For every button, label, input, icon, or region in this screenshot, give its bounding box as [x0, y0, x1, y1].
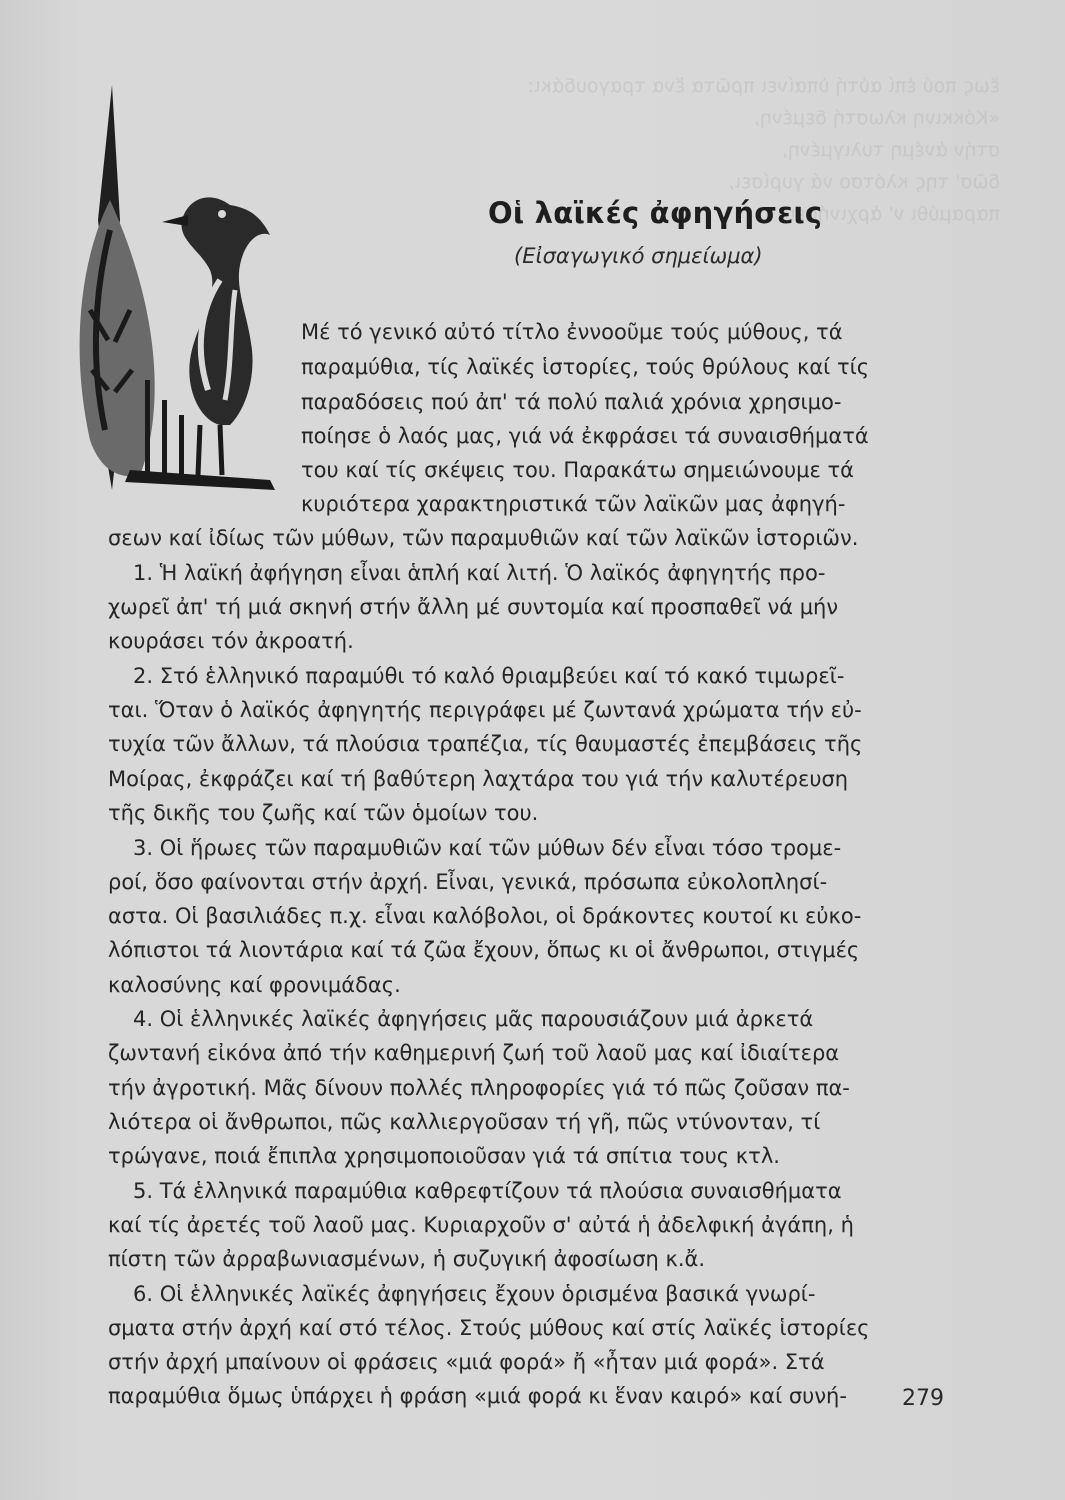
body-line: 1. Ἡ λαϊκή ἀφήγηση εἶναι ἁπλή καί λιτή. Ὁ λαϊκός ἀφηγητής προ- — [133, 561, 826, 585]
body-line: στήν ἀρχή μπαίνουν οἱ φράσεις «μιά φορά» ἤ «ἦταν μιά φορά». Στά — [108, 1350, 825, 1374]
body-line: 5. Τά ἑλληνικά παραμύθια καθρεφτίζουν τά πλούσια συναισθήματα — [133, 1179, 842, 1203]
body-line: παραμύθια, τίς λαϊκές ἱστορίες, τούς θρύλους καί τίς — [301, 355, 870, 379]
page-number: 279 — [902, 1386, 944, 1411]
body-line: 2. Στό ἑλληνικό παραμύθι τό καλό θριαμβεύει καί τό κακό τιμωρεῖ- — [133, 664, 845, 688]
body-line: καλοσύνης καί φρονιμάδας. — [108, 973, 401, 997]
body-line: του καί τίς σκέψεις του. Παρακάτω σημειώνουμε τά — [301, 458, 854, 482]
body-line: σματα στήν ἀρχή καί στό τέλος. Στούς μύθους καί στίς λαϊκές ἱστορίες — [108, 1316, 870, 1340]
bleed-through-text: ἕως πού ἐπί αὐτή ὑπαίνει πρῶτα ἕνα τραγουδάκι: «Κόκκινη κλωστή δεμένη, στήν ἀνέμη τυλιγμένη, δῶσ' της κλότσο νά γυρίσει, παραμύθι ν' ἀρχινήσει» — [527, 75, 1000, 225]
body-line: ποίησε ὁ λαός μας, γιά νά ἐκφράσει τά συναισθήματά — [301, 424, 869, 448]
body-line: ζωντανή εἰκόνα ἀπό τήν καθημερινή ζωή τοῦ λαοῦ μας καί ἰδιαίτερα — [108, 1041, 840, 1065]
body-line: Μοίρας, ἐκφράζει καί τή βαθύτερη λαχτάρα του γιά τήν καλυτέρευση — [108, 767, 849, 791]
body-line: αστα. Οἱ βασιλιάδες π.χ. εἶναι καλόβολοι, οἱ δράκοντες κουτοί κι εὐκο- — [108, 904, 862, 928]
body-line: κουράσει τόν ἀκροατή. — [108, 629, 354, 653]
body-line: 6. Οἱ ἑλληνικές λαϊκές ἀφηγήσεις ἔχουν ὁρισμένα βασικά γνωρί- — [133, 1282, 816, 1306]
body-line: ται. Ὅταν ὁ λαϊκός ἀφηγητής περιγράφει μέ ζωντανά χρώματα τήν εὐ- — [108, 698, 862, 722]
body-line: 4. Οἱ ἑλληνικές λαϊκές ἀφηγήσεις μᾶς παρουσιάζουν μιά ἀρκετά — [133, 1007, 814, 1031]
section-title: Οἱ λαϊκές ἀφηγήσεις — [488, 196, 823, 230]
body-line: κυριότερα χαρακτηριστικά τῶν λαϊκῶν μας ἀφηγή- — [301, 492, 846, 516]
bird-and-leaf-ornament-icon — [70, 80, 285, 505]
body-line: πίστη τῶν ἀρραβωνιασμένων, ἡ συζυγική ἀφοσίωση κ.ἄ. — [108, 1247, 706, 1271]
body-line: χωρεῖ ἀπ' τή μιά σκηνή στήν ἄλλη μέ συντομία καί προσπαθεῖ νά μήν — [108, 595, 839, 619]
body-line: ροί, ὅσο φαίνονται στήν ἀρχή. Εἶναι, γενικά, πρόσωπα εὐκολοπλησί- — [108, 870, 828, 894]
body-line: καί τίς ἀρετές τοῦ λαοῦ μας. Κυριαρχοῦν σ' αὐτά ἡ ἀδελφική ἀγάπη, ἡ — [108, 1213, 854, 1237]
body-line: τῆς δικῆς του ζωῆς καί τῶν ὁμοίων του. — [108, 801, 539, 825]
body-line: παραδόσεις πού ἀπ' τά πολύ παλιά χρόνια χρησιμο- — [301, 390, 842, 414]
body-line: τήν ἀγροτική. Μᾶς δίνουν πολλές πληροφορίες γιά τό πῶς ζοῦσαν πα- — [108, 1076, 850, 1100]
body-line: τυχία τῶν ἄλλων, τά πλούσια τραπέζια, τίς θαυμαστές ἐπεμβάσεις τῆς — [108, 732, 863, 756]
body-line: παραμύθια ὅμως ὑπάρχει ἡ φράση «μιά φορά κι ἕναν καιρό» καί συνή- — [108, 1384, 847, 1408]
body-line: λόπιστοι τά λιοντάρια καί τά ζῶα ἔχουν, ὅπως κι οἱ ἄνθρωποι, στιγμές — [108, 938, 860, 962]
section-subtitle: (Εἰσαγωγικό σημείωμα) — [514, 244, 763, 268]
body-line: 3. Οἱ ἥρωες τῶν παραμυθιῶν καί τῶν μύθων δέν εἶναι τόσο τρομε- — [133, 836, 842, 860]
body-line: σεων καί ἰδίως τῶν μύθων, τῶν παραμυθιῶν καί τῶν λαϊκῶν ἱστοριῶν. — [108, 526, 859, 550]
body-line: λιότερα οἱ ἄνθρωποι, πῶς καλλιεργοῦσαν τή γῆ, πῶς ντύνονταν, τί — [108, 1110, 821, 1134]
body-line: Μέ τό γενικό αὐτό τίτλο ἐννοοῦμε τούς μύθους, τά — [301, 320, 843, 344]
body-line: τρώγανε, ποιά ἔπιπλα χρησιμοποιοῦσαν γιά τά σπίτια τους κτλ. — [108, 1144, 780, 1168]
